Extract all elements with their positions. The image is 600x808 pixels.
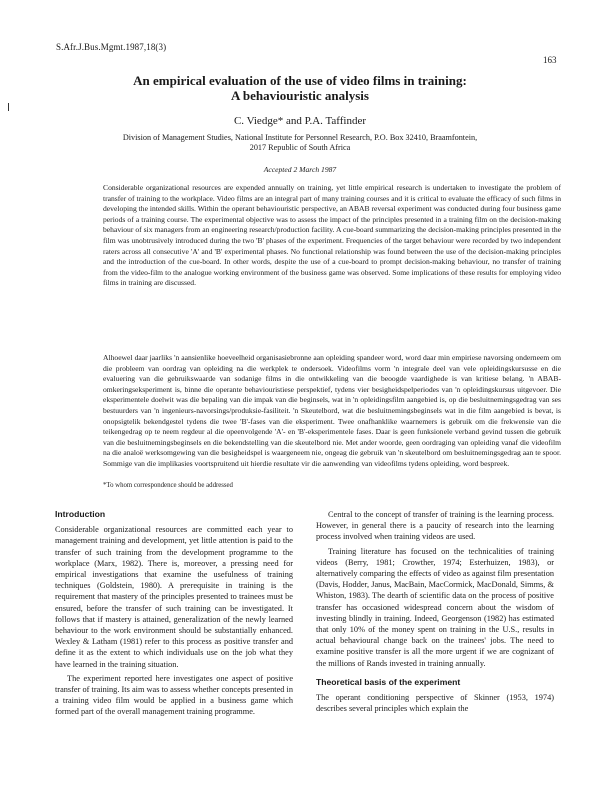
body-column-left [55,509,293,721]
affiliation-line-1: Division of Management Studies, National Institute for Personnel Research, P.O. Box 32410, Braamfontein, [122,133,478,142]
page-number: 163 [543,55,557,65]
right-paragraph-2: Training literature has focused on the technicalities of training videos (Berry, 1981; Crowther, 1974; Esterhuizen, 1983), or alternatively comparing the effects of video as against film presentation (Davis, Hodder, Janus, MacBain, MacCormick, MacDonald, Simms, & Whiston, 1983). The dearth of scientific data on the process of positive transfer has occasioned widespread concern about the wisdom of investing blindly in training. Indeed, Georgenson (1982) has estimated that only 10% of the money spent on training in the U.S., results in actual behavioural change back on the trainees' jobs. The need to examine positive transfer is all the more urgent if we are cognizant of the millions of Rands invested in training annually. [316,546,554,668]
abstract-afrikaans: Alhoewel daar jaarliks 'n aansienlike hoeveelheid organisasiebronne aan opleiding spandeer word, word daar min empiriese navorsing onderneem om die probleem van oordrag van opleiding na die werkplek te ondersoek. Videofilms vorm 'n integrale deel van vele opleidingskursusse en die evaluering van die gebruikswaarde van sodanige films in die ontwikkeling van die beoogde vaardighede is van kritiese belang. 'n ABAB-omkeringseksperiment is, binne die operante behaviouristiese perspektief, tydens vier besigheidspelperiodes van 'n opleidingskursus uitgevoer. Die eksperimentele doelwit was die bepaling van die impak van die beginsels, wat in 'n opleidingsfilm aangebied is, op die besluitnemingsgedrag van ses bestuurders van 'n ingenieurs-navorsings/produksie-fasiliteit. 'n Skeutelbord, wat die besluitnemingsbeginsels wat in die film aangebied is bevat, is onopsigtelik bekendgestel tydens die twee 'B'-fases van die eksperiment. Twee onafhanklike waarnemers is gebruik om die frekwensie van die teikengedrag op te neem regdeur al die opeenvolgende 'A'- en 'B'-eksperimentele fases. Daar is geen funksionele verband gevind tussen die gebruik van die besluitnemingsbeginsels en die bekendstelling van die skeutelbord nie. Met ander woorde, geen oordraging van opleiding vanaf die videofilm na die analoë werksomgewing van die besigheidspel is waargeneem nie, ongeag die gebruik van 'n skeutelbord om besluitnemingsgedrag aan te spoor. Sommige van die implikasies voortspruitend uit hierdie resultate vir die aanwending van videofilms tydens opleiding, word bespreek. [103,353,561,468]
theoretical-basis-paragraph: The operant conditioning perspective of Skinner (1953, 1974) describes several principles which explain the [316,693,554,714]
accepted-date: Accepted 2 March 1987 [263,165,337,174]
body-column-right [316,509,554,717]
right-paragraph-1: Central to the concept of transfer of training is the learning process. However, in general there is a paucity of research into the learning process involved when training videos are used. [316,510,554,542]
affiliation-line-2: 2017 Republic of South Africa [249,143,351,152]
introduction-paragraph-2: The experiment reported here investigates one aspect of positive transfer of training. Its aim was to assess whether concepts presented in a training video film would be applied in a business game which formed part of the overall management training programme. [55,673,293,717]
abstract-english: Considerable organizational resources are expended annually on training, yet little empirical research is undertaken to investigate the problem of transfer of training to the workplace. Video films are an integral part of many training courses and it is critical to evaluate the efficacy of such films in developing the intended skills. Within the operant behaviouristic perspective, an ABAB reversal experiment was conducted during four business game periods of a training course. The experimental objective was to assess the impact of the principles presented in a training film on the decision-making behaviour of six managers from an engineering research/production facility. A cue-board summarizing the decision-making principles presented in the film was unobtrusively introduced during the two 'B' phases of the experiment. Frequencies of the target behaviour were recorded by two independent raters across all consecutive 'A' and 'B' experimental phases. No functional relationship was found between the use of the decision-making principles and the introduction of the cue-board. In other words, despite the use of a cue-board to prompt decision-making behaviour, no transfer of training from the video-film to the analogue working environment of the business game was observed. Some implications of these results for employing video films in training are discussed. [103,183,561,288]
authors: C. Viedge* and P.A. Taffinder [233,115,367,127]
journal-citation: S.Afr.J.Bus.Mgmt.1987,18(3) [56,42,167,52]
introduction-paragraph-1: Considerable organizational resources are committed each year to management training and development, yet little attention is paid to the transfer of such training from the development programme to the workplace (Marx, 1982). There is, moreover, a pressing need for empirical investigations that examine the usefulness of training techniques (Goldstein, 1980). A prerequisite in training is the requirement that mastery of the principles presented to trainees must be ensured, before the transfer of such training can be investigated. It follows that if mastery is attained, generalization of the newly learned behaviour to the work environment should be substantially enhanced. Wexley & Latham (1981) refer to this process as positive transfer and define it as the extent to which individuals use on the job what they have learned in the training situation. [55,525,293,669]
article-title-line-2: A behaviouristic analysis [231,88,369,103]
article-title-line-1: An empirical evaluation of the use of video films in training: [133,73,467,88]
margin-mark [8,103,9,111]
introduction-heading: Introduction [55,509,106,519]
correspondence-footnote: *To whom correspondence should be addressed [103,482,233,489]
theoretical-basis-heading: Theoretical basis of the experiment [316,676,461,687]
